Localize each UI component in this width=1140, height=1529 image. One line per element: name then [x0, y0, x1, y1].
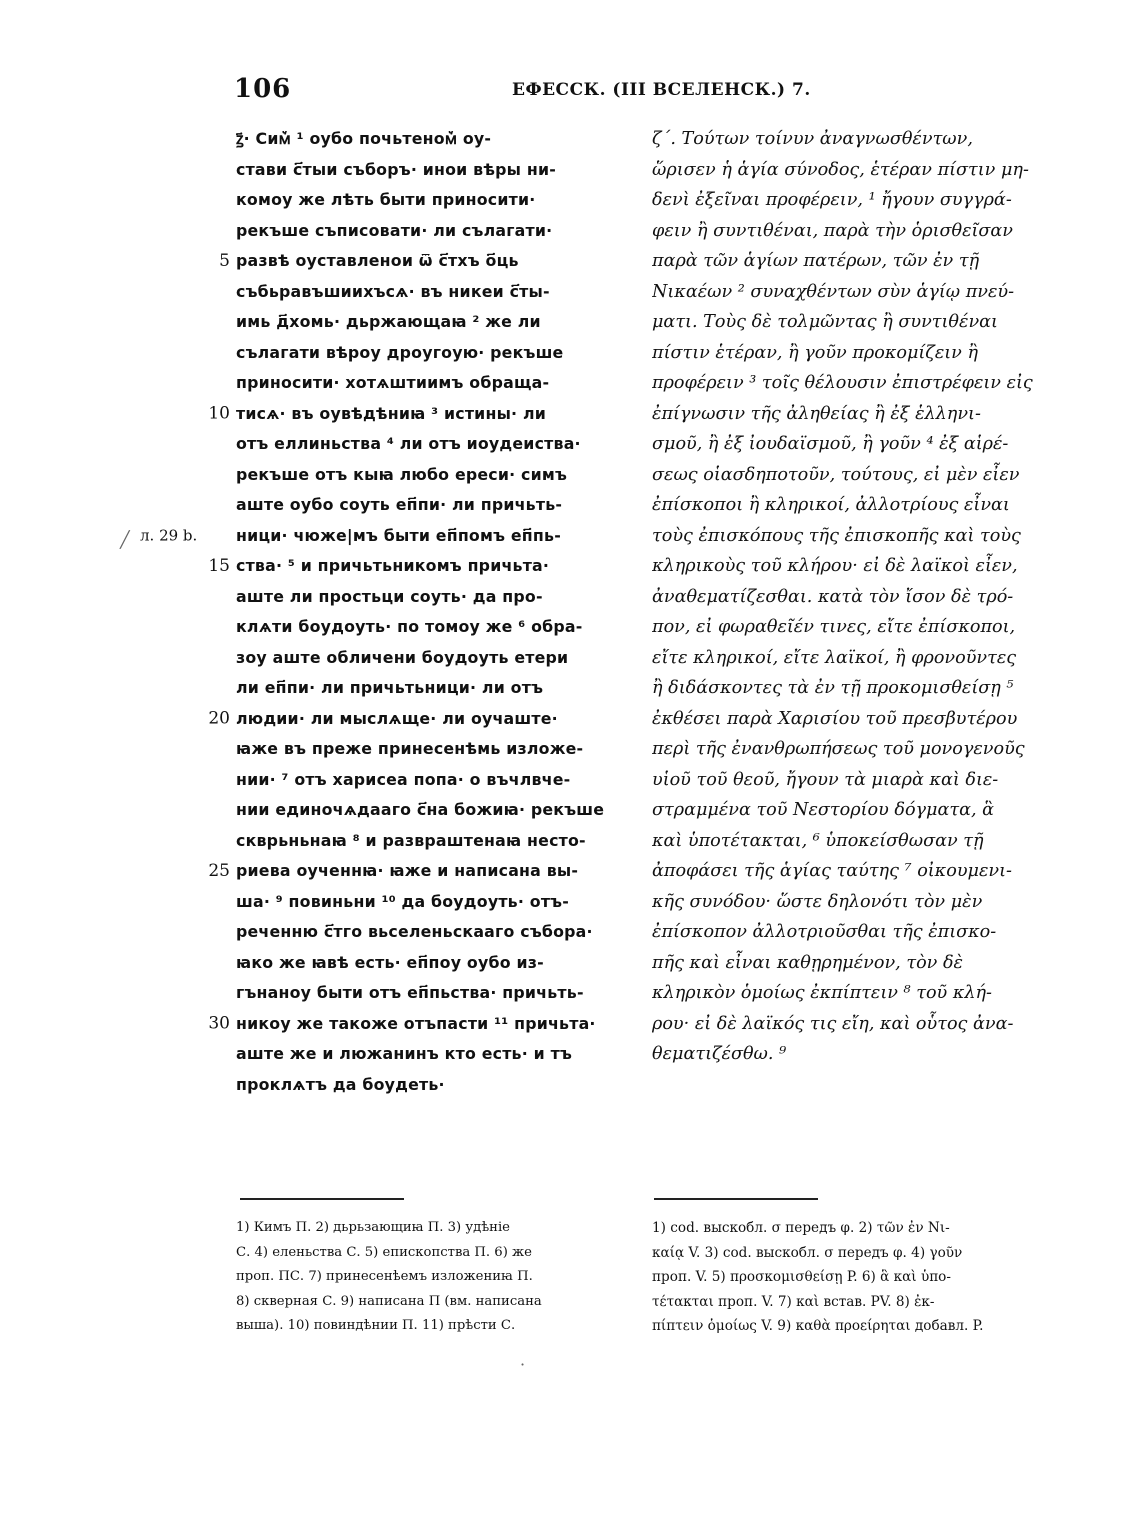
line-number-15: 15: [208, 556, 230, 576]
slavonic-line: аште ли простьци соуть· да про-: [236, 586, 543, 606]
greek-line: εἴτε κληρικοί, εἴτε λαϊκοί, ἢ φρονοῦντες: [652, 647, 1017, 668]
slavonic-line: тисѧ· въ оувѣдѣниꙗ ³ истины· ли: [236, 403, 546, 423]
greek-line: θεματιζέσθω. ⁹: [652, 1044, 787, 1064]
running-head: ЕФЕСCК. (III ВСЕЛЕНСК.) 7.: [512, 80, 811, 100]
slavonic-line: людии· ли мыслѧще· ли оучаште·: [236, 708, 558, 728]
slavonic-line: имь д҃хомь· дьржающаꙗ ² же ли: [236, 312, 541, 331]
line-number-20: 20: [208, 708, 230, 729]
slavonic-line: аште оубо соуть еп҃пи· ли причьть-: [236, 495, 563, 514]
folio-margin-note: л. 29 b.: [140, 526, 198, 545]
slavonic-line: развѣ оуставленои ѿ с҃тхъ о҃ць: [236, 251, 519, 270]
slavonic-line: реченню с҃тго вьселеньскааго събора·: [236, 922, 593, 941]
greek-line: ἐπίσκοπον ἀλλοτριοῦσθαι τῆς ἐπισκο-: [652, 922, 997, 942]
greek-line: σεως οἱασδηποτοῦν, τούτους, εἰ μὲν εἶεν: [652, 464, 1020, 485]
slavonic-line: ꙗже въ преже принесенѣмь изложе-: [236, 739, 584, 758]
slavonic-line: проклѧтъ да боудеть·: [236, 1074, 445, 1094]
slavonic-line: риева оученнꙗ· ꙗже и написана вы-: [236, 861, 579, 880]
slavonic-line: нии единочѧдааго с҃на божиꙗ· рекъше: [236, 800, 605, 819]
greek-line: παρὰ τῶν ἁγίων πατέρων, τῶν ἐν τῇ: [652, 251, 980, 271]
greek-line: περὶ τῆς ἐνανθρωπήσεως τοῦ μονογενοῦς: [652, 739, 1025, 759]
footnote-line: καίᾳ V. 3) cod. выскобл. σ передъ φ. 4) γοῦν: [652, 1244, 963, 1261]
footnote-line: 1) Кимъ П. 2) дьрьзающиꙗ П. 3) удѣнiе: [236, 1220, 510, 1235]
line-number-25: 25: [208, 861, 230, 881]
slavonic-line: ꙁ҃· Сим꙽ ¹ оубо почьтеном꙽ оу-: [236, 129, 492, 148]
slavonic-line: аште же и люжанинъ кто есть· и тъ: [236, 1044, 573, 1063]
greek-line: υἱοῦ τοῦ θεοῦ, ἤγουν τὰ μιαρὰ καὶ διε-: [652, 769, 999, 790]
slavonic-line: стави с҃тыи съборъ· инои вѣры ни-: [236, 159, 556, 179]
footnote-line: проп. ПС. 7) принесенѣемъ изложениꙗ П.: [236, 1269, 533, 1284]
slavonic-line: рекъше съписовати· ли сълагати·: [236, 220, 553, 240]
footnote-line: проп. V. 5) προσκομισθείσῃ P. 6) ἃ καὶ ὑπο-: [652, 1269, 951, 1285]
slavonic-line: зоу аште обличени боудоуть етери: [236, 647, 569, 667]
slavonic-line: клѧти боудоуть· по томоу же ⁶ обра-: [236, 617, 583, 636]
greek-line: πίστιν ἑτέραν, ἢ γοῦν προκομίζειν ἢ: [652, 342, 978, 363]
greek-line: κληρικὸν ὁμοίως ἐκπίπτειν ⁸ τοῦ κλή-: [652, 983, 992, 1003]
greek-text-column: [652, 124, 1044, 1070]
slavonic-line: рекъше отъ кыꙗ любо ереси· симъ: [236, 464, 568, 484]
greek-line: ματι. Τοὺς δὲ τολμῶντας ἢ συντιθέναι: [652, 312, 998, 332]
footnote-line: 8) скверная С. 9) написана П (вм. написана: [236, 1293, 542, 1309]
greek-line: φειν ἢ συντιθέναι, παρὰ τὴν ὁρισθεῖσαν: [652, 220, 1013, 241]
greek-line: ἀναθεματίζεσθαι. κατὰ τὸν ἴσον δὲ τρό-: [652, 586, 1014, 607]
greek-line: ρου· εἰ δὲ λαϊκός τις εἴη, καὶ οὗτος ἀνα-: [652, 1013, 1014, 1034]
greek-line: δενὶ ἐξεῖναι προφέρειν, ¹ ἤγουν συγγρά-: [652, 190, 1012, 210]
slavonic-text-column: [236, 124, 632, 1100]
footnote-line: С. 4) еленьства С. 5) епископства П. 6) же: [236, 1244, 532, 1260]
line-number-5: 5: [219, 251, 230, 271]
footnotes-slavonic: [236, 1216, 606, 1339]
footnote-line: πίπτειν ὁμοίως V. 9) καθὰ προείρηται добавл. P.: [652, 1318, 984, 1334]
page-number: 106: [234, 74, 292, 104]
greek-line: στραμμένα τοῦ Νεστορίου δόγματα, ἃ: [652, 800, 995, 820]
greek-line: ἀποφάσει τῆς ἁγίας ταύτης ⁷ οἰκουμενι-: [652, 861, 1012, 881]
footnotes-greek: [652, 1216, 1044, 1339]
greek-line: προφέρειν ³ τοῖς θέλουσιν ἐπιστρέφειν εἰς: [652, 373, 1033, 393]
greek-line: σμοῦ, ἢ ἐξ ἰουδαϊσμοῦ, ἢ γοῦν ⁴ ἐξ αἱρέ-: [652, 434, 1009, 454]
greek-line: κῆς συνόδου· ὥστε δηλονότι τὸν μὲν: [652, 891, 983, 912]
footnote-rule-left: [240, 1198, 404, 1200]
slavonic-line: скврьньнаꙗ ⁸ и развраштенаꙗ несто-: [236, 830, 586, 850]
slavonic-line: ꙗко же ꙗвѣ есть· еп҃поу оубо из-: [236, 952, 544, 972]
slavonic-line: ства· ⁵ и причьтьникомъ причьта·: [236, 556, 550, 575]
greek-line: κληρικοὺς τοῦ κλήρου· εἰ δὲ λαϊκοὶ εἶεν,: [652, 556, 1018, 576]
footnote-line: τέτακται проп. V. 7) καὶ встав. PV. 8) ἐκ-: [652, 1293, 935, 1310]
greek-line: ἐπίσκοποι ἢ κληρικοί, ἀλλοτρίους εἶναι: [652, 495, 1010, 515]
margin-dash-mark: ╱: [120, 530, 130, 549]
stray-mark: ·: [520, 1355, 526, 1374]
slavonic-line: събьравъшиихъсѧ· въ никеи с҃ты-: [236, 281, 550, 301]
greek-line: καὶ ὑποτέτακται, ⁶ ὑποκείσθωσαν τῇ: [652, 830, 984, 851]
greek-line: ἢ διδάσκοντες τὰ ἐν τῇ προκομισθείσῃ ⁵: [652, 678, 1014, 698]
greek-line: πον, εἰ φωραθεῖέν τινες, εἴτε ἐπίσκοποι,: [652, 617, 1016, 637]
greek-line: πῆς καὶ εἶναι καθῃρημένον, τὸν δὲ: [652, 952, 963, 973]
slavonic-line: гънаноу быти отъ еп҃пьства· причьть-: [236, 983, 584, 1002]
slavonic-line: ници· чюже|мъ быти еп҃помъ еп҃пь-: [236, 525, 561, 545]
greek-line: ἐπίγνωσιν τῆς ἀληθείας ἢ ἐξ ἑλληνι-: [652, 403, 981, 424]
line-number-30: 30: [208, 1013, 230, 1034]
greek-line: Νικαέων ² συναχθέντων σὺν ἁγίῳ πνεύ-: [652, 281, 1015, 302]
footnote-line: 1) cod. выскобл. σ передъ φ. 2) τῶν ἐν Νι-: [652, 1220, 950, 1236]
slavonic-line: ли еп҃пи· ли причьтьници· ли отъ: [236, 678, 544, 697]
greek-line: ζ΄. Τούτων τοίνυν ἀναγνωσθέντων,: [652, 129, 973, 149]
slavonic-line: ша· ⁹ повиньни ¹⁰ да боудоуть· отъ-: [236, 891, 569, 911]
slavonic-line: отъ еллиньства ⁴ ли отъ иоудеиства·: [236, 434, 581, 453]
slavonic-line: нии· ⁷ отъ харисеа попа· о въчлвче-: [236, 769, 571, 789]
footnote-rule-right: [654, 1198, 818, 1200]
slavonic-line: сълагати вѣроу дроугоую· рекъше: [236, 342, 564, 362]
slavonic-line: комоу же лѣть быти приносити·: [236, 190, 536, 209]
footnote-line: выша). 10) повиндѣнии П. 11) прѣсти С.: [236, 1318, 516, 1333]
slavonic-line: приносити· хотѧштиимъ обраща-: [236, 373, 550, 392]
slavonic-line: никоу же такоже отъпасти ¹¹ причьта·: [236, 1013, 596, 1033]
greek-line: τοὺς ἐπισκόπους τῆς ἐπισκοπῆς καὶ τοὺς: [652, 525, 1021, 546]
line-number-10: 10: [208, 403, 230, 424]
greek-line: ἐκθέσει παρὰ Χαρισίου τοῦ πρεσβυτέρου: [652, 708, 1018, 729]
greek-line: ὥρισεν ἡ ἁγία σύνοδος, ἑτέραν πίστιν μη-: [652, 159, 1029, 180]
